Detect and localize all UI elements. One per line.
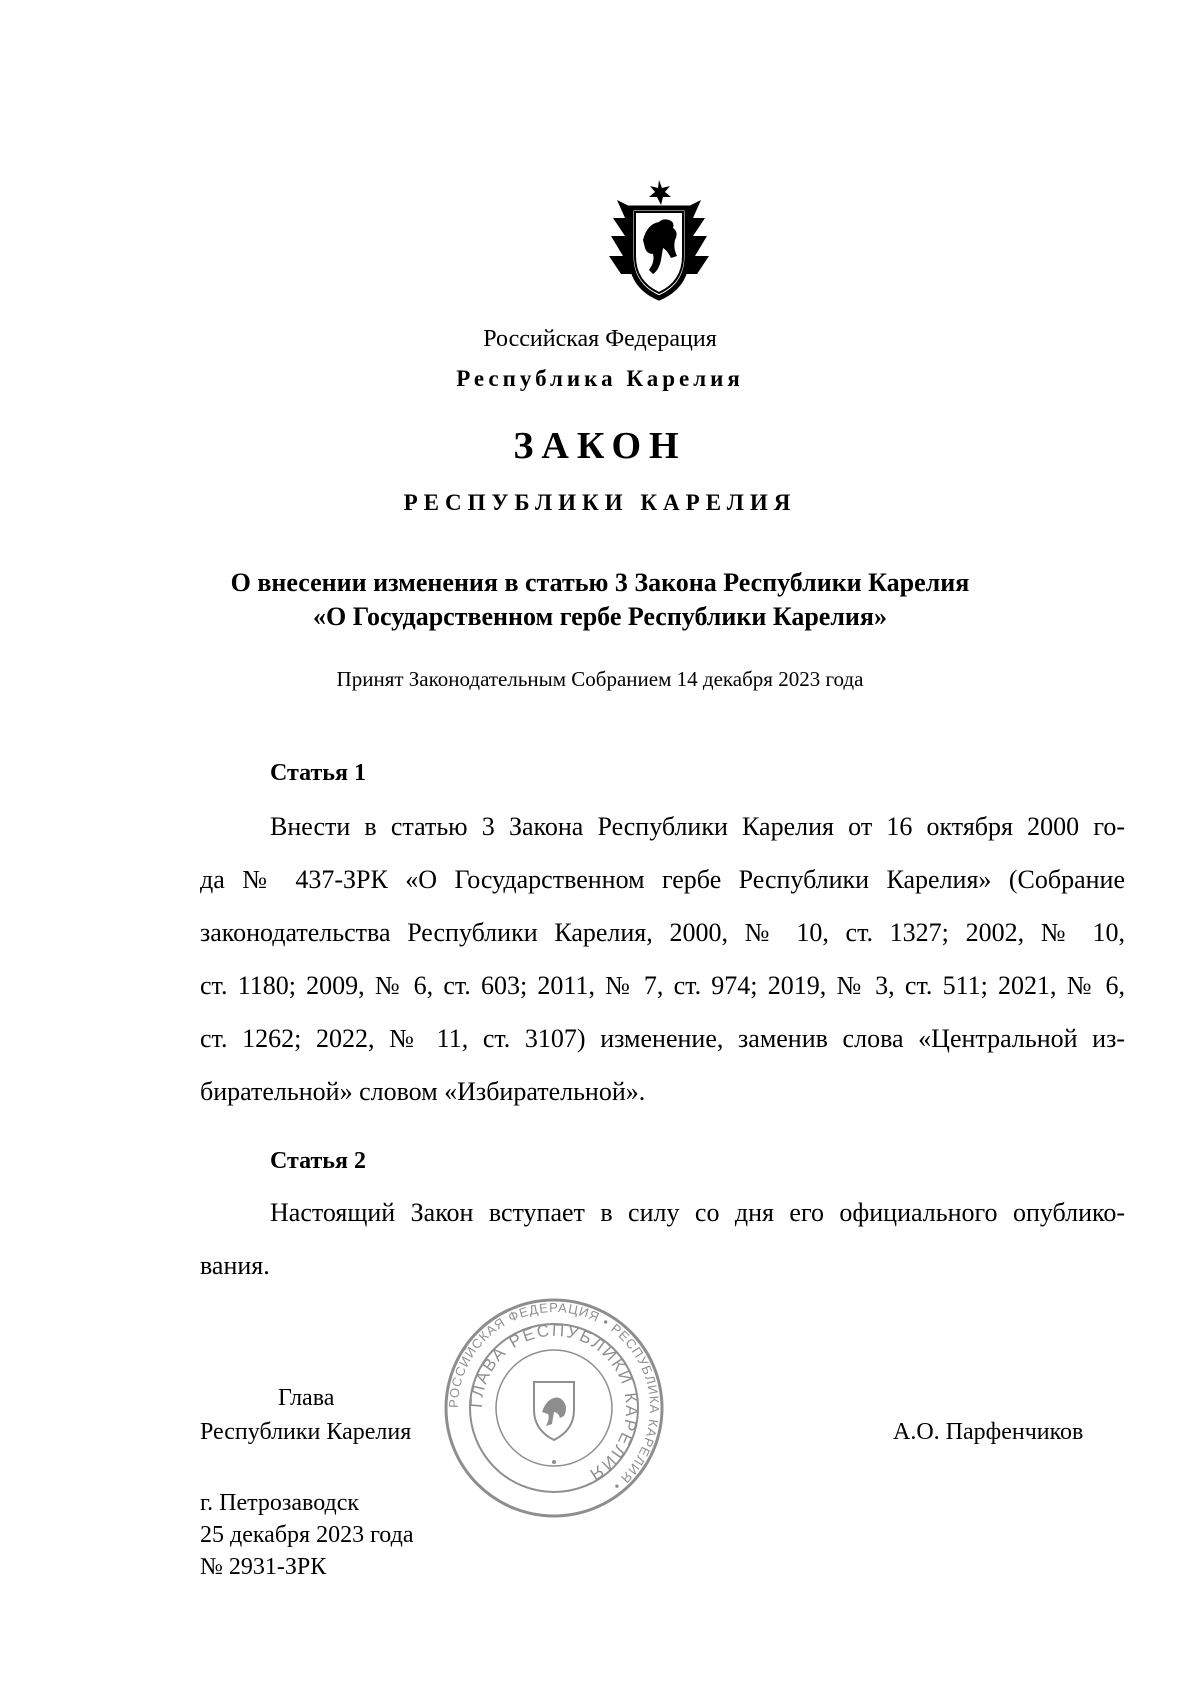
signatory-title: Глава [278, 1385, 335, 1411]
signatory-region: Республики Карелия [200, 1419, 412, 1445]
article-2-body [200, 1186, 1125, 1292]
law-number: № 2931-ЗРК [200, 1554, 327, 1580]
article-1-line: Внести в статью 3 Закона Республики Карелия от 16 октября 2000 го- [270, 812, 1125, 841]
article-2-heading: Статья 2 [270, 1148, 366, 1174]
article-1-line: ст. 1180; 2009, № 6, ст. 603; 2011, № 7, ст. 974; 2019, № 3, ст. 511; 2021, № 6, [200, 971, 1125, 1000]
law-title [0, 566, 1200, 634]
article-1-body [200, 800, 1125, 1118]
law-title-line-1: О внесении изменения в статью 3 Закона Республики Карелия [230, 568, 970, 597]
official-seal-icon [442, 1296, 666, 1520]
republic-name: Республика Карелия [456, 366, 744, 391]
seal-outer-text: РОССИЙСКАЯ ФЕДЕРАЦИЯ • РЕСПУБЛИКА КАРЕЛИЯ • [445, 1299, 663, 1495]
article-2-line: вания. [200, 1251, 270, 1280]
adoption-note: Принят Законодательным Собранием 14 декабря 2023 года [336, 667, 864, 691]
country-name: Российская Федерация [483, 326, 717, 352]
law-subheading: РЕСПУБЛИКИ КАРЕЛИЯ [403, 490, 797, 515]
article-1-heading: Статья 1 [270, 760, 366, 786]
law-title-line-2: «О Государственном гербе Республики Карелия» [313, 602, 887, 631]
article-1-line: бирательной» словом «Избирательной». [200, 1077, 646, 1106]
article-1-line: ст. 1262; 2022, № 11, ст. 3107) изменение, заменив слова «Центральной из- [200, 1024, 1125, 1053]
signatory-name: А.О. Парфенчиков [893, 1419, 1084, 1445]
article-2-line: Настоящий Закон вступает в силу со дня его официального опублико- [270, 1198, 1125, 1227]
place-of-signing: г. Петрозаводск [200, 1490, 360, 1516]
signing-date: 25 декабря 2023 года [200, 1522, 414, 1548]
karelia-coat-of-arms-icon [603, 178, 715, 302]
seal-inner-text: ГЛАВА РЕСПУБЛИКИ КАРЕЛИЯ [466, 1320, 642, 1485]
law-heading: ЗАКОН [513, 425, 687, 467]
article-1-line: да № 437-ЗРК «О Государственном гербе Республики Карелия» (Собрание [200, 865, 1125, 894]
article-1-line: законодательства Республики Карелия, 2000, № 10, ст. 1327; 2002, № 10, [200, 918, 1125, 947]
